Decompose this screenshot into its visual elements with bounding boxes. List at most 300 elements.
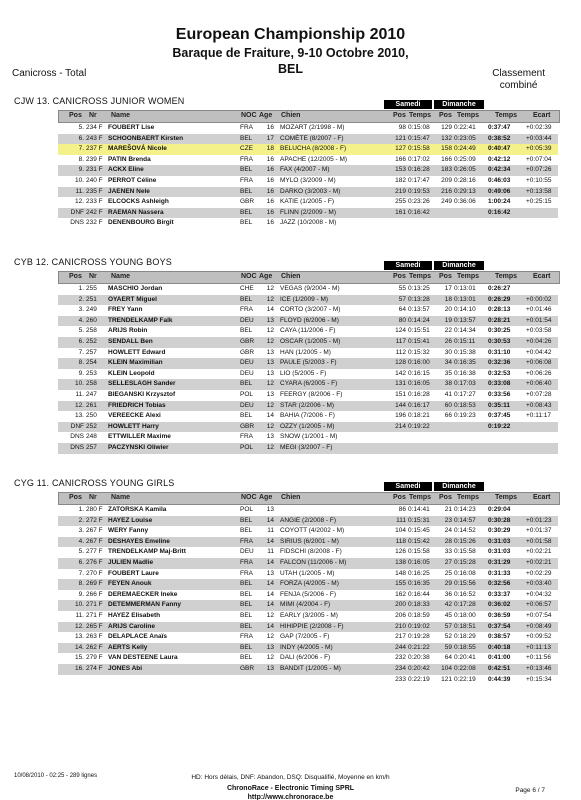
table-cell: APACHE (12/2005 - M) <box>280 155 348 163</box>
table-cell: 280 F <box>86 506 103 513</box>
table-cell: 0:16:44 <box>408 590 430 598</box>
print-timestamp: 10/08/2010 - 02:25 - 289 lignes <box>14 773 98 779</box>
table-row <box>58 632 558 643</box>
table-cell: +0:04:32 <box>526 590 552 598</box>
column-header: NOC <box>241 112 257 119</box>
table-cell: POL <box>240 391 254 398</box>
table-cell: PAULE (5/2003 - F) <box>280 359 337 367</box>
table-row <box>58 611 558 622</box>
column-header: Age <box>259 112 273 119</box>
table-cell: FRA <box>240 569 253 577</box>
table-cell: 20 <box>444 306 452 314</box>
table-row <box>58 664 558 675</box>
table-cell: 0:28:13 <box>488 306 511 314</box>
table-cell: 0:16:28 <box>408 391 430 398</box>
column-header: Temps <box>409 112 432 119</box>
section-title: CYG 11. CANICROSS YOUNG GIRLS <box>14 478 175 488</box>
ranking-type <box>492 68 545 92</box>
table-cell: 0:16:05 <box>408 559 430 566</box>
table-cell: 6. <box>78 338 84 345</box>
dimanche-header: Dimanche <box>434 482 484 491</box>
table-cell: 206 <box>395 612 406 619</box>
table-cell: 3. <box>78 527 84 535</box>
table-cell: 10. <box>74 177 84 184</box>
table-cell: 0:35:11 <box>488 401 511 409</box>
table-cell: 258 <box>86 380 97 388</box>
table-cell: TRENDELKAMP Falk <box>108 316 173 324</box>
table-cell: 247 <box>86 391 97 398</box>
table-cell: 0:16:00 <box>408 359 430 367</box>
table-cell: 217 <box>395 633 406 641</box>
table-cell: 0:16:05 <box>408 380 430 388</box>
table-cell: 0:17:27 <box>454 391 476 398</box>
table-cell: 126 <box>395 548 406 556</box>
table-row <box>58 411 558 422</box>
table-cell: 0:14:52 <box>454 527 476 535</box>
table-cell: 263 F <box>86 633 103 641</box>
table-cell: 0:30:53 <box>488 338 511 345</box>
table-cell: 0:30:29 <box>488 527 511 535</box>
table-cell: 162 <box>395 590 406 598</box>
table-cell: ZATORSKA Kamila <box>108 506 167 513</box>
table-cell: 60 <box>444 401 452 409</box>
table-cell: 269 F <box>86 580 103 588</box>
table-cell: FENJA (5/2006 - F) <box>280 590 336 598</box>
table-cell: 36 <box>444 590 452 598</box>
legend-note: HD: Hors délais, DNF: Abandon, DSQ: Disqualifié, Moyenne en km/h <box>191 774 390 781</box>
ranking-type-line2: combiné <box>499 80 538 91</box>
table-cell: INDY (4/2005 - M) <box>280 643 333 651</box>
table-cell: WERY Fanny <box>108 527 149 535</box>
table-cell: +0:11:17 <box>526 412 552 420</box>
table-cell: 0:26:05 <box>454 166 476 174</box>
column-header: Age <box>259 494 273 501</box>
table-cell: +0:07:26 <box>526 166 552 174</box>
table-cell: 0:32:53 <box>488 369 511 377</box>
table-cell: 0:28:21 <box>488 316 511 324</box>
table-cell: POL <box>240 444 254 451</box>
table-cell: 12 <box>266 295 274 303</box>
table-cell: CAYA (11/2006 - F) <box>280 327 336 335</box>
table-cell: HAYEZ Elisabeth <box>108 612 161 619</box>
table-cell: 0:30:28 <box>488 516 511 524</box>
table-cell: 0:33:37 <box>488 590 511 598</box>
table-cell: +0:04:42 <box>526 348 552 356</box>
table-cell: BAHIA (7/2006 - F) <box>280 412 335 420</box>
table-cell: 16 <box>266 198 274 206</box>
table-cell: BEL <box>240 580 253 588</box>
column-header: Name <box>111 273 131 280</box>
table-cell: 25 <box>444 569 452 577</box>
table-cell: 216 <box>441 187 452 195</box>
table-cell: 10. <box>74 601 84 609</box>
table-cell: 0:17:02 <box>408 155 430 163</box>
table-cell: +0:07:28 <box>526 391 552 398</box>
column-header: Temps <box>495 112 518 119</box>
table-cell: BEL <box>240 527 253 535</box>
table-cell: 277 F <box>86 548 103 556</box>
table-cell: 0:37:54 <box>488 622 511 630</box>
table-cell: DNS <box>70 444 84 451</box>
table-cell: FRA <box>240 433 253 441</box>
table-cell: CORTO (3/2007 - M) <box>280 306 341 314</box>
table-cell: SIRIUS (6/2001 - M) <box>280 537 339 545</box>
table-cell: 0:13:57 <box>454 316 476 324</box>
table-cell: +0:06:40 <box>526 380 552 388</box>
table-cell: HAYEZ Louise <box>108 516 153 524</box>
table-cell: MIMI (4/2004 - F) <box>280 601 331 609</box>
table-cell: 0:16:42 <box>488 208 511 216</box>
table-cell: KATIE (1/2005 - F) <box>280 198 335 206</box>
table-cell: +0:15:34 <box>526 675 552 683</box>
table-cell: 142 <box>395 369 406 377</box>
column-header: Chien <box>281 273 301 280</box>
table-cell: 12. <box>74 401 84 409</box>
table-cell: 0:26:29 <box>488 295 511 303</box>
table-cell: 0:19:02 <box>408 622 430 630</box>
table-cell: 13 <box>266 665 274 672</box>
table-cell: 64 <box>398 306 406 314</box>
table-cell: VAN DESTEENE Laura <box>108 654 178 662</box>
table-cell: +0:01:37 <box>526 527 552 535</box>
table-cell: 16 <box>266 124 274 131</box>
table-cell: +0:02:39 <box>526 124 552 131</box>
table-cell: 0:40:47 <box>488 145 511 153</box>
table-cell: 153 <box>395 166 406 174</box>
table-cell: 0:19:53 <box>408 187 430 195</box>
table-cell: 26 <box>444 338 452 345</box>
table-cell: 0:15:38 <box>454 348 476 356</box>
table-cell: 0:18:29 <box>454 633 476 641</box>
table-cell: 0:16:28 <box>408 166 430 174</box>
company-url[interactable]: http://www.chronorace.be <box>247 794 334 800</box>
dimanche-header: Dimanche <box>434 261 484 270</box>
table-cell: POL <box>240 506 254 513</box>
table-cell: +0:11:13 <box>526 643 552 651</box>
table-cell: 0:14:24 <box>408 316 430 324</box>
table-cell: 16 <box>266 155 274 163</box>
table-cell: LIO (5/2005 - F) <box>280 369 327 377</box>
table-cell: +0:04:26 <box>526 338 552 345</box>
table-cell: 0:30:25 <box>488 327 511 335</box>
table-cell: 0:19:28 <box>408 633 430 641</box>
table-cell: HIHIPPIE (2/2008 - F) <box>280 622 344 630</box>
table-cell: 104 <box>441 665 452 672</box>
table-cell: 33 <box>444 548 452 556</box>
table-cell: RAEMAN Nassera <box>108 208 164 216</box>
table-row <box>58 600 558 611</box>
table-cell: 254 <box>86 359 97 367</box>
table-cell: 144 <box>395 401 406 409</box>
table-cell: 121 <box>395 134 406 142</box>
table-cell: 0:42:51 <box>488 665 511 672</box>
table-cell: 2. <box>78 295 84 303</box>
table-cell: FRA <box>240 537 253 545</box>
table-row <box>58 590 558 601</box>
table-cell: JAENEN Nele <box>108 187 150 195</box>
column-header: Temps <box>457 112 480 119</box>
event-location: Baraque de Fraiture, 9-10 Octobre 2010, <box>172 46 409 60</box>
table-cell: DEU <box>240 359 254 367</box>
table-cell: 0:16:35 <box>408 580 430 588</box>
table-cell: 0:15:32 <box>408 348 430 356</box>
table-cell: 14 <box>266 516 274 524</box>
table-cell: 183 <box>441 166 452 174</box>
table-cell: +0:13:46 <box>526 665 552 672</box>
table-cell: 64 <box>444 654 452 662</box>
table-cell: DARKO (3/2003 - M) <box>280 187 341 195</box>
table-cell: 0:23:05 <box>454 134 476 142</box>
table-cell: 209 <box>441 177 452 184</box>
table-cell: 0:14:10 <box>454 306 476 314</box>
ranking-type-line1: Classement <box>492 68 545 79</box>
table-cell: 0:15:56 <box>454 580 476 588</box>
table-cell: FRA <box>240 124 253 131</box>
table-cell: DNS <box>70 219 84 227</box>
table-row <box>58 569 558 580</box>
table-cell: 0:14:57 <box>454 516 476 524</box>
table-cell: 237 F <box>86 145 103 153</box>
table-cell: 0:15:58 <box>454 548 476 556</box>
table-cell: 5. <box>78 548 84 556</box>
table-cell: 9. <box>78 369 84 377</box>
table-row <box>58 643 558 654</box>
table-cell: 86 <box>398 506 406 513</box>
table-cell: 14 <box>266 601 274 609</box>
column-header: NOC <box>241 494 257 501</box>
table-cell: 0:15:28 <box>454 559 476 566</box>
table-cell: 267 F <box>86 527 103 535</box>
timing-company <box>0 784 581 800</box>
table-cell: BEL <box>240 622 253 630</box>
table-cell: FRA <box>240 559 253 566</box>
table-row <box>58 516 558 527</box>
table-cell: DEU <box>240 548 254 556</box>
table-cell: +0:07:54 <box>526 612 552 619</box>
table-cell: 12. <box>74 622 84 630</box>
table-row <box>58 208 558 219</box>
table-cell: 12 <box>266 285 274 292</box>
column-header: Nr <box>89 112 97 119</box>
table-cell: GBR <box>240 422 255 430</box>
table-cell: 57 <box>398 295 406 303</box>
column-header: Temps <box>409 273 432 280</box>
table-cell: 17 <box>444 285 452 292</box>
table-cell: 270 F <box>86 569 103 577</box>
table-cell: +0:11:56 <box>526 654 552 662</box>
column-header: Temps <box>495 273 518 280</box>
table-cell: +0:08:43 <box>526 401 552 409</box>
table-row <box>58 326 558 337</box>
table-cell: 11. <box>75 391 84 398</box>
table-cell: 0:17:28 <box>454 601 476 609</box>
table-cell: 8. <box>78 155 84 163</box>
table-cell: 0:24:49 <box>454 145 476 153</box>
table-cell: FEYEN Anouk <box>108 580 152 588</box>
table-cell: 16. <box>74 665 84 672</box>
table-cell: ETTWILLER Maxime <box>108 433 171 441</box>
table-cell: 249 <box>441 198 452 206</box>
table-cell: 251 <box>86 295 97 303</box>
table-cell: BEL <box>240 590 253 598</box>
table-cell: FLINN (2/2009 - M) <box>280 208 336 216</box>
table-cell: AERTS Kelly <box>108 643 148 651</box>
table-cell: 0:15:42 <box>408 537 430 545</box>
column-header-bar <box>58 110 560 123</box>
table-cell: 148 <box>395 569 406 577</box>
table-cell: 0:22:19 <box>408 675 430 683</box>
table-cell: 29 <box>444 580 452 588</box>
table-cell: +0:03:40 <box>526 580 552 588</box>
table-cell: 23 <box>444 516 452 524</box>
table-cell: 35 <box>444 369 452 377</box>
table-cell: 214 <box>395 422 406 430</box>
table-cell: 250 <box>86 412 97 420</box>
table-cell: EARLY (3/2005 - M) <box>280 612 338 619</box>
table-cell: 112 <box>395 348 406 356</box>
table-cell: 0:38:57 <box>488 633 511 641</box>
table-row <box>58 123 558 134</box>
table-cell: 0:40:18 <box>488 643 511 651</box>
table-cell: +0:06:26 <box>526 369 552 377</box>
table-cell: +0:00:02 <box>526 295 552 303</box>
table-cell: 15. <box>74 654 84 662</box>
table-cell: MOZART (2/1998 - M) <box>280 124 345 131</box>
table-cell: 0:14:41 <box>408 506 430 513</box>
table-cell: 0:20:42 <box>408 665 430 672</box>
table-cell: PACZYNSKI Oliwier <box>108 444 169 451</box>
table-cell: 12 <box>266 422 274 430</box>
table-cell: 0:16:35 <box>454 359 476 367</box>
table-cell: 0:16:08 <box>454 569 476 577</box>
table-cell: 0:16:38 <box>454 369 476 377</box>
table-cell: 242 F <box>86 208 103 216</box>
table-cell: 13 <box>266 359 274 367</box>
table-cell: 255 <box>395 198 406 206</box>
table-row <box>58 505 558 516</box>
table-cell: 13. <box>74 633 84 641</box>
table-cell: KLEIN Maximilian <box>108 359 163 367</box>
table-cell: 16 <box>266 187 274 195</box>
table-cell: 0:16:25 <box>408 569 430 577</box>
table-cell: 14 <box>266 537 274 545</box>
table-cell: 18 <box>444 295 452 303</box>
table-cell: UTAH (1/2005 - M) <box>280 569 335 577</box>
table-cell: 1:00:24 <box>488 198 511 206</box>
table-cell: 98 <box>398 124 406 131</box>
table-cell: 0:36:02 <box>488 601 511 609</box>
samedi-header: Samedi <box>384 482 432 491</box>
table-cell: DALI (6/2006 - F) <box>280 654 331 662</box>
column-header: Pos <box>439 494 452 501</box>
table-cell: 151 <box>395 391 406 398</box>
table-cell: 234 F <box>86 124 103 131</box>
table-cell: 244 <box>395 643 406 651</box>
table-cell: 12 <box>266 633 274 641</box>
table-cell: BEL <box>240 166 253 174</box>
table-cell: 0:37:45 <box>488 412 511 420</box>
table-cell: 266 F <box>86 590 103 598</box>
event-country: BEL <box>278 62 303 76</box>
column-header: Temps <box>409 494 432 501</box>
table-cell: DNS <box>70 433 84 441</box>
table-row <box>58 537 558 548</box>
table-cell: 235 F <box>86 187 103 195</box>
table-cell: 0:28:16 <box>454 177 476 184</box>
column-header-bar <box>58 271 560 284</box>
table-cell: 0:15:08 <box>408 124 430 131</box>
table-cell: SCHOONBAERT Kirsten <box>108 134 184 142</box>
table-cell: +0:06:57 <box>526 601 552 609</box>
table-cell: +0:07:04 <box>526 155 552 163</box>
table-row <box>58 165 558 176</box>
table-cell: CZE <box>240 145 253 153</box>
table-cell: 0:13:57 <box>408 306 430 314</box>
table-cell: 267 F <box>86 537 103 545</box>
table-cell: +0:09:52 <box>526 633 552 641</box>
table-row <box>58 176 558 187</box>
table-cell: VEREECKE Alexi <box>108 412 161 420</box>
table-cell: +0:02:29 <box>526 569 552 577</box>
table-cell: 13 <box>266 316 274 324</box>
table-cell: PATIN Brenda <box>108 155 151 163</box>
table-row <box>58 653 558 664</box>
table-cell: 14 <box>266 412 274 420</box>
table-cell: DEU <box>240 316 254 324</box>
table-cell: 12. <box>74 198 84 206</box>
table-cell: FAX (4/2007 - M) <box>280 166 330 174</box>
column-header: Chien <box>281 494 301 501</box>
table-cell: BEL <box>240 380 253 388</box>
table-cell: 14 <box>266 622 274 630</box>
table-cell: 252 <box>86 422 97 430</box>
table-cell: 13 <box>266 369 274 377</box>
table-cell: 45 <box>444 612 452 619</box>
table-cell: 12 <box>266 338 274 345</box>
table-cell: OSCAR (1/2005 - M) <box>280 338 341 345</box>
table-cell: FRA <box>240 633 253 641</box>
table-cell: 0:31:33 <box>488 569 511 577</box>
table-cell: 8. <box>78 580 84 588</box>
table-cell: 14 <box>266 590 274 598</box>
table-cell: OZZY (1/2005 - M) <box>280 422 335 430</box>
table-cell: FRIEDRICH Tobias <box>108 401 166 409</box>
table-row <box>58 622 558 633</box>
table-cell: VEGAS (9/2004 - M) <box>280 285 340 292</box>
table-cell: FLOYD (6/2006 - M) <box>280 316 339 324</box>
table-cell: 265 F <box>86 622 103 630</box>
table-cell: 111 <box>396 516 406 524</box>
table-row <box>58 401 558 412</box>
table-cell: 0:29:04 <box>488 506 511 513</box>
table-cell: FREY Yann <box>108 306 143 314</box>
table-cell: 118 <box>395 537 406 545</box>
table-cell: 9. <box>78 166 84 174</box>
table-cell: +0:05:39 <box>526 145 552 153</box>
table-cell: FIDSCHI (8/2008 - F) <box>280 548 342 556</box>
table-cell: DESHAYES Emeline <box>108 537 170 545</box>
column-header: Pos <box>69 273 82 280</box>
table-cell: 0:19:23 <box>454 412 476 420</box>
table-cell: CHE <box>240 285 254 292</box>
table-row <box>58 305 558 316</box>
table-cell: 0:15:31 <box>408 516 430 524</box>
section-title: CYB 12. CANICROSS YOUNG BOYS <box>14 257 172 267</box>
table-cell: 0:26:27 <box>488 285 511 292</box>
table-cell: 12 <box>266 327 274 335</box>
table-cell: JAZZ (10/2008 - M) <box>280 219 337 227</box>
table-cell: 253 <box>86 369 97 377</box>
